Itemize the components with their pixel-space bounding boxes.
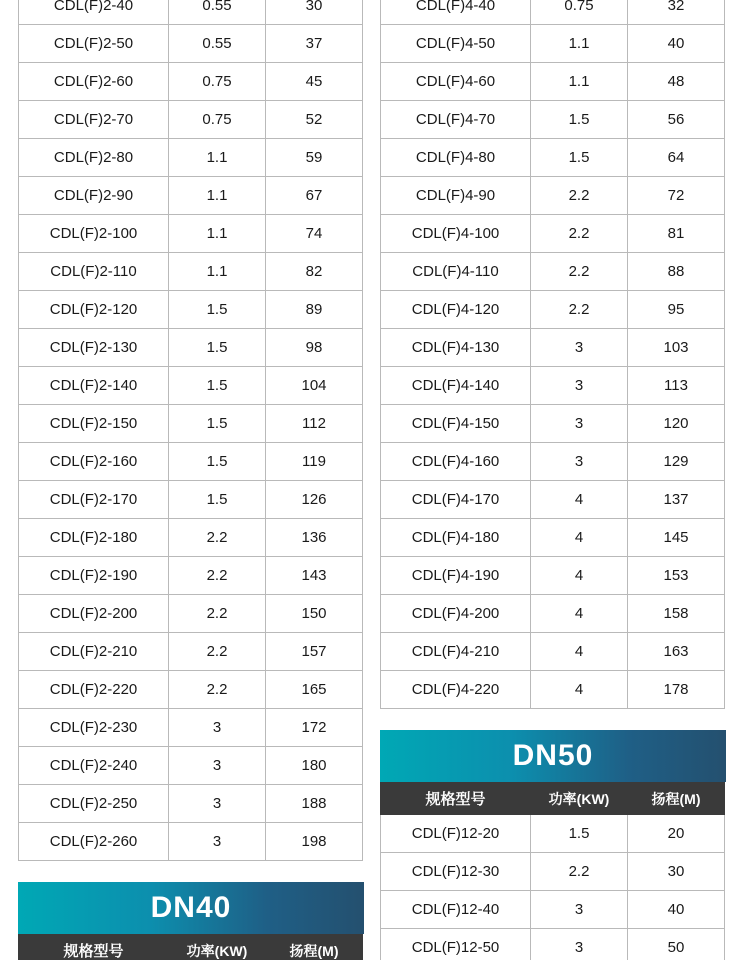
cell-model: CDL(F)2-210 (19, 633, 169, 671)
cell-power: 2.2 (169, 519, 266, 557)
table-row (19, 139, 363, 177)
cell-power: 3 (531, 329, 628, 367)
cell-model: CDL(F)4-160 (381, 443, 531, 481)
cell-power: 4 (531, 519, 628, 557)
cell-power: 3 (531, 929, 628, 960)
cell-power: 4 (531, 481, 628, 519)
cell-head: 119 (266, 443, 363, 481)
cell-head: 153 (628, 557, 725, 595)
table-row (19, 633, 363, 671)
table-row (19, 823, 363, 861)
cell-power: 1.5 (169, 329, 266, 367)
table-row (381, 25, 725, 63)
cell-model: CDL(F)2-130 (19, 329, 169, 367)
cell-model: CDL(F)2-250 (19, 785, 169, 823)
cell-model: CDL(F)4-110 (381, 253, 531, 291)
cell-power: 2.2 (531, 253, 628, 291)
table-row (381, 0, 725, 25)
cell-head: 64 (628, 139, 725, 177)
cell-power: 4 (531, 633, 628, 671)
table-row (381, 557, 725, 595)
table-row (381, 367, 725, 405)
cell-power: 0.55 (169, 0, 266, 25)
cell-model: CDL(F)12-20 (381, 815, 531, 853)
cell-head: 40 (628, 891, 725, 929)
table-row (19, 329, 363, 367)
table-row (19, 747, 363, 785)
cell-head: 82 (266, 253, 363, 291)
cell-power: 0.75 (169, 101, 266, 139)
cell-head: 137 (628, 481, 725, 519)
cell-head: 178 (628, 671, 725, 709)
column-header-model: 规格型号 (19, 935, 169, 960)
cell-model: CDL(F)4-130 (381, 329, 531, 367)
table-row (381, 215, 725, 253)
cell-power: 1.5 (169, 405, 266, 443)
cell-head: 48 (628, 63, 725, 101)
cell-head: 50 (628, 929, 725, 960)
table-row (19, 709, 363, 747)
table-row (19, 25, 363, 63)
cell-power: 1.5 (531, 101, 628, 139)
table-row (381, 595, 725, 633)
table-row (19, 63, 363, 101)
table-row (381, 929, 725, 960)
cell-power: 2.2 (531, 853, 628, 891)
cell-power: 3 (169, 747, 266, 785)
cell-head: 158 (628, 595, 725, 633)
cell-head: 188 (266, 785, 363, 823)
cell-power: 1.1 (169, 215, 266, 253)
table-row (19, 177, 363, 215)
cell-head: 89 (266, 291, 363, 329)
cell-power: 3 (531, 405, 628, 443)
table-row (381, 101, 725, 139)
cell-head: 136 (266, 519, 363, 557)
table-row (381, 405, 725, 443)
table-row (381, 63, 725, 101)
cell-head: 129 (628, 443, 725, 481)
cell-model: CDL(F)4-140 (381, 367, 531, 405)
cell-power: 1.1 (169, 139, 266, 177)
cell-head: 126 (266, 481, 363, 519)
table-row (19, 405, 363, 443)
table-row (19, 0, 363, 25)
cell-power: 4 (531, 671, 628, 709)
cell-model: CDL(F)2-260 (19, 823, 169, 861)
cell-model: CDL(F)2-110 (19, 253, 169, 291)
table-body-dn40 (19, 935, 363, 960)
cell-model: CDL(F)2-230 (19, 709, 169, 747)
cell-model: CDL(F)4-120 (381, 291, 531, 329)
table-row (19, 557, 363, 595)
table-row (19, 443, 363, 481)
cell-head: 52 (266, 101, 363, 139)
cell-head: 32 (628, 0, 725, 25)
banner-title-dn40: DN40 (150, 891, 232, 924)
cell-model: CDL(F)4-40 (381, 0, 531, 25)
table-cdl2-series (18, 0, 363, 861)
cell-model: CDL(F)4-150 (381, 405, 531, 443)
cell-head: 56 (628, 101, 725, 139)
cell-head: 150 (266, 595, 363, 633)
table-row (381, 671, 725, 709)
cell-model: CDL(F)4-60 (381, 63, 531, 101)
cell-head: 172 (266, 709, 363, 747)
cell-power: 1.5 (169, 481, 266, 519)
cell-model: CDL(F)2-200 (19, 595, 169, 633)
cell-model: CDL(F)2-80 (19, 139, 169, 177)
table-row (19, 671, 363, 709)
table-body-cdl4 (381, 0, 725, 709)
cell-power: 1.5 (531, 139, 628, 177)
cell-head: 88 (628, 253, 725, 291)
cell-power: 4 (531, 557, 628, 595)
cell-power: 3 (169, 709, 266, 747)
banner-title-dn50: DN50 (512, 739, 594, 772)
cell-power: 3 (531, 367, 628, 405)
cell-model: CDL(F)2-90 (19, 177, 169, 215)
cell-model: CDL(F)2-40 (19, 0, 169, 25)
cell-model: CDL(F)4-50 (381, 25, 531, 63)
table-row (19, 367, 363, 405)
cell-power: 4 (531, 595, 628, 633)
table-row (19, 519, 363, 557)
table-header-row (19, 935, 363, 960)
column-header-head: 扬程(M) (266, 935, 363, 960)
cell-power: 2.2 (169, 595, 266, 633)
cell-model: CDL(F)4-180 (381, 519, 531, 557)
table-row (19, 101, 363, 139)
cell-model: CDL(F)2-70 (19, 101, 169, 139)
cell-power: 1.1 (531, 25, 628, 63)
cell-power: 2.2 (169, 633, 266, 671)
table-body-cdl2 (19, 0, 363, 861)
cell-power: 2.2 (531, 291, 628, 329)
cell-head: 67 (266, 177, 363, 215)
table-row (381, 139, 725, 177)
cell-power: 2.2 (531, 177, 628, 215)
column-header-head: 扬程(M) (628, 783, 725, 815)
cell-power: 3 (531, 443, 628, 481)
table-row (381, 253, 725, 291)
cell-head: 59 (266, 139, 363, 177)
table-row (19, 481, 363, 519)
cell-model: CDL(F)4-190 (381, 557, 531, 595)
table-row (381, 891, 725, 929)
cell-model: CDL(F)2-190 (19, 557, 169, 595)
cell-power: 1.5 (169, 443, 266, 481)
cell-model: CDL(F)4-200 (381, 595, 531, 633)
cell-head: 163 (628, 633, 725, 671)
table-row (19, 785, 363, 823)
cell-model: CDL(F)4-100 (381, 215, 531, 253)
cell-power: 3 (169, 823, 266, 861)
cell-power: 1.5 (169, 367, 266, 405)
cell-head: 81 (628, 215, 725, 253)
cell-model: CDL(F)2-140 (19, 367, 169, 405)
table-row (381, 519, 725, 557)
cell-power: 3 (531, 891, 628, 929)
cell-power: 2.2 (531, 215, 628, 253)
cell-head: 45 (266, 63, 363, 101)
cell-head: 143 (266, 557, 363, 595)
cell-head: 120 (628, 405, 725, 443)
cell-head: 20 (628, 815, 725, 853)
cell-head: 95 (628, 291, 725, 329)
table-row (381, 481, 725, 519)
cell-head: 98 (266, 329, 363, 367)
table-row (381, 177, 725, 215)
cell-power: 1.1 (169, 177, 266, 215)
table-header-row (381, 783, 725, 815)
cell-model: CDL(F)4-80 (381, 139, 531, 177)
table-row (381, 443, 725, 481)
cell-model: CDL(F)4-170 (381, 481, 531, 519)
cell-model: CDL(F)2-170 (19, 481, 169, 519)
cell-power: 1.5 (531, 815, 628, 853)
cell-head: 37 (266, 25, 363, 63)
cell-head: 145 (628, 519, 725, 557)
cell-head: 180 (266, 747, 363, 785)
cell-power: 2.2 (169, 671, 266, 709)
cell-head: 30 (266, 0, 363, 25)
cell-power: 0.55 (169, 25, 266, 63)
cell-head: 30 (628, 853, 725, 891)
cell-power: 1.1 (169, 253, 266, 291)
cell-model: CDL(F)2-100 (19, 215, 169, 253)
cell-model: CDL(F)12-30 (381, 853, 531, 891)
cell-model: CDL(F)2-160 (19, 443, 169, 481)
cell-head: 104 (266, 367, 363, 405)
column-header-model: 规格型号 (381, 783, 531, 815)
cell-head: 103 (628, 329, 725, 367)
section-banner-dn40 (18, 882, 364, 934)
table-row (19, 253, 363, 291)
cell-model: CDL(F)2-220 (19, 671, 169, 709)
cell-model: CDL(F)2-240 (19, 747, 169, 785)
cell-model: CDL(F)2-120 (19, 291, 169, 329)
cell-model: CDL(F)4-90 (381, 177, 531, 215)
cell-model: CDL(F)12-50 (381, 929, 531, 960)
cell-power: 3 (169, 785, 266, 823)
column-header-power: 功率(KW) (169, 935, 266, 960)
table-row (19, 215, 363, 253)
table-row (381, 815, 725, 853)
cell-power: 2.2 (169, 557, 266, 595)
cell-model: CDL(F)2-180 (19, 519, 169, 557)
table-row (381, 291, 725, 329)
cell-model: CDL(F)2-60 (19, 63, 169, 101)
cell-power: 0.75 (531, 0, 628, 25)
table-cdl4-series (380, 0, 725, 709)
cell-head: 113 (628, 367, 725, 405)
cell-head: 165 (266, 671, 363, 709)
cell-head: 157 (266, 633, 363, 671)
cell-head: 74 (266, 215, 363, 253)
cell-model: CDL(F)2-150 (19, 405, 169, 443)
table-row (381, 853, 725, 891)
table-row (381, 329, 725, 367)
cell-head: 198 (266, 823, 363, 861)
section-banner-dn50 (380, 730, 726, 782)
cell-power: 1.5 (169, 291, 266, 329)
cell-power: 1.1 (531, 63, 628, 101)
table-row (19, 291, 363, 329)
cell-model: CDL(F)4-70 (381, 101, 531, 139)
cell-power: 0.75 (169, 63, 266, 101)
cell-model: CDL(F)4-210 (381, 633, 531, 671)
cell-model: CDL(F)12-40 (381, 891, 531, 929)
table-row (381, 633, 725, 671)
cell-model: CDL(F)2-50 (19, 25, 169, 63)
cell-head: 40 (628, 25, 725, 63)
table-dn40 (18, 934, 363, 960)
table-row (19, 595, 363, 633)
cell-model: CDL(F)4-220 (381, 671, 531, 709)
table-body-dn50 (381, 783, 725, 960)
cell-head: 72 (628, 177, 725, 215)
cell-head: 112 (266, 405, 363, 443)
table-dn50 (380, 782, 725, 960)
column-header-power: 功率(KW) (531, 783, 628, 815)
